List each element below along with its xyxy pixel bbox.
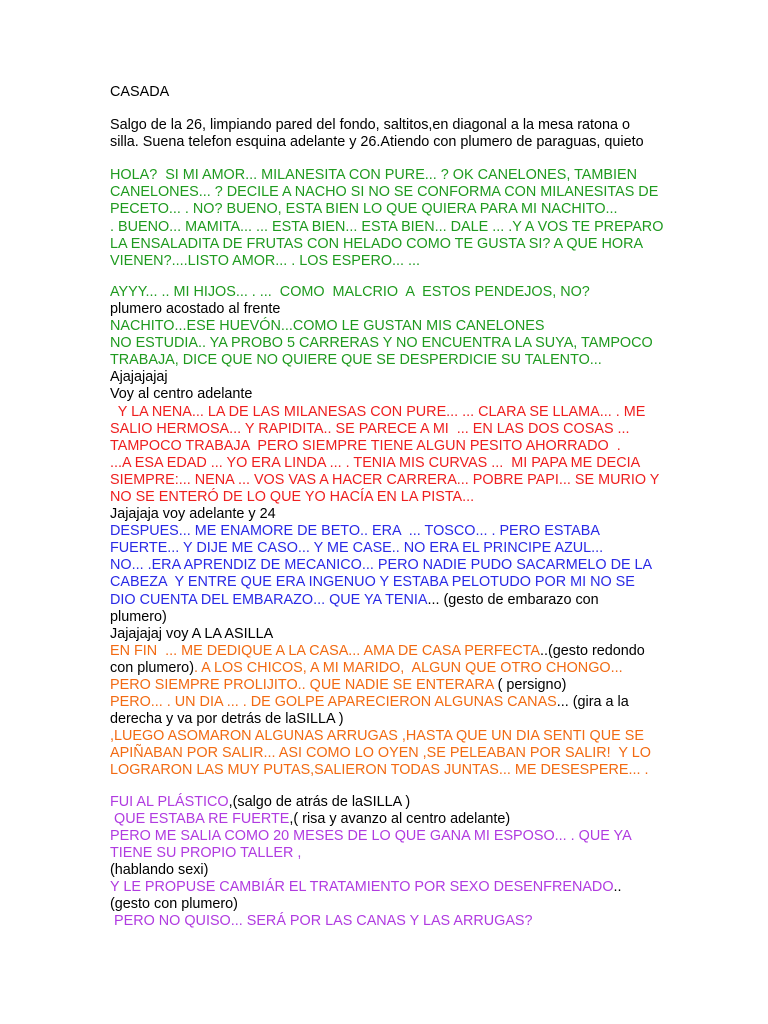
- dialogue-text: TIENE SU PROPIO TALLER ,: [110, 844, 302, 861]
- script-line: [110, 523, 708, 540]
- dialogue-text: . A LOS CHICOS, A MI MARIDO, ALGUN QUE OTRO CHONGO...: [193, 659, 623, 676]
- stage-direction: Ajajajajaj: [110, 369, 168, 386]
- dialogue-text: PERO ME SALIA COMO 20 MESES DE LO QUE GANA MI ESPOSO... . QUE YA: [110, 827, 632, 844]
- dialogue-text: CANELONES... ? DECILE A NACHO SI NO SE CONFORMA CON MILANESITAS DE: [110, 184, 659, 201]
- script-line: [110, 609, 708, 626]
- script-line: [110, 879, 708, 896]
- script-line: [110, 421, 708, 438]
- script-line: [110, 845, 708, 862]
- stage-direction: (gesto con plumero): [110, 896, 238, 913]
- stage-direction: ... (gesto de embarazo con: [427, 591, 599, 608]
- script-line: [110, 828, 708, 845]
- dialogue-text: FUERTE... Y DIJE ME CASO... Y ME CASE.. NO ERA EL PRINCIPE AZUL...: [110, 540, 604, 557]
- script-line: [110, 574, 708, 591]
- dialogue-text: HOLA? SI MI AMOR... MILANESITA CON PURE... ? OK CANELONES, TAMBIEN: [110, 167, 637, 184]
- script-line: [110, 404, 708, 421]
- stage-direction: ... (gira a la: [556, 694, 629, 711]
- dialogue-text: DESPUES... ME ENAMORE DE BETO.. ERA ... TOSCO... . PERO ESTABA: [110, 523, 600, 540]
- script-line: [110, 455, 708, 472]
- dialogue-text: Y LE PROPUSE CAMBIÁR EL TRATAMIENTO POR SEXO DESENFRENADO: [110, 879, 614, 896]
- script-line: [110, 352, 708, 369]
- dialogue-text: VIENEN?....LISTO AMOR... . LOS ESPERO... ...: [110, 252, 421, 269]
- script-line: [110, 386, 708, 403]
- dialogue-text: AYYY... .. MI HIJOS... . ... COMO MALCRIO A ESTOS PENDEJOS, NO?: [110, 283, 590, 300]
- stage-direction: ..(gesto redondo: [539, 642, 645, 659]
- script-line: [110, 219, 708, 236]
- stage-direction: ,(salgo de atrás de laSILLA ): [228, 793, 411, 810]
- script-line: [110, 236, 708, 253]
- dialogue-text: NO SE ENTERÓ DE LO QUE YO HACÍA EN LA PISTA...: [110, 488, 475, 505]
- script-line: [110, 711, 708, 728]
- script-body: [110, 117, 708, 930]
- script-line: [110, 253, 708, 270]
- script-line: [110, 540, 708, 557]
- script-line: [110, 184, 708, 201]
- dialogue-text: LA ENSALADITA DE FRUTAS CON HELADO COMO TE GUSTA SI? A QUE HORA: [110, 235, 644, 252]
- script-line: [110, 660, 708, 677]
- script-line: [110, 762, 708, 779]
- script-line: [110, 626, 708, 643]
- script-line: [110, 728, 708, 745]
- script-line: [110, 862, 708, 879]
- dialogue-text: PECETO... . NO? BUENO, ESTA BIEN LO QUE QUIERA PARA MI NACHITO...: [110, 201, 618, 218]
- dialogue-text: QUE ESTABA RE FUERTE: [110, 810, 290, 827]
- dialogue-text: SALIO HERMOSA... Y RAPIDITA.. SE PARECE A MI ... EN LAS DOS COSAS ...: [110, 420, 630, 437]
- dialogue-text: EN FIN ... ME DEDIQUE A LA CASA... AMA DE CASA PERFECTA: [110, 642, 540, 659]
- script-line: [110, 201, 708, 218]
- stage-direction: ..: [613, 879, 622, 896]
- stage-direction: (hablando sexi): [110, 861, 209, 878]
- script-line: [110, 643, 708, 660]
- dialogue-text: NO ESTUDIA.. YA PROBO 5 CARRERAS Y NO ENCUENTRA LA SUYA, TAMPOCO: [110, 335, 653, 352]
- stage-direction: plumero acostado al frente: [110, 300, 281, 317]
- stage-direction: con plumero): [110, 659, 194, 676]
- dialogue-text: ...A ESA EDAD ... YO ERA LINDA ... . TENIA MIS CURVAS ... MI PAPA ME DECIA: [110, 454, 641, 471]
- stage-direction: Voy al centro adelante: [110, 386, 253, 403]
- script-line: [110, 677, 708, 694]
- script-line: [110, 318, 708, 335]
- script-line: [110, 811, 708, 828]
- stage-direction: Salgo de la 26, limpiando pared del fondo, saltitos,en diagonal a la mesa ratona o: [110, 117, 631, 134]
- document-title: CASADA: [110, 84, 170, 100]
- dialogue-text: SIEMPRE:... NENA ... VOS VAS A HACER CARRERA... POBRE PAPI... SE MURIO Y: [110, 471, 660, 488]
- script-line: [110, 506, 708, 523]
- script-line: [110, 694, 708, 711]
- script-line: [110, 167, 708, 184]
- script-line: [110, 438, 708, 455]
- dialogue-text: ,LUEGO ASOMARON ALGUNAS ARRUGAS ,HASTA QUE UN DIA SENTI QUE SE: [110, 728, 644, 745]
- script-line: [110, 335, 708, 352]
- dialogue-text: PERO SIEMPRE PROLIJITO.. QUE NADIE SE ENTERARA: [110, 677, 494, 693]
- dialogue-text: LOGRARON LAS MUY PUTAS,SALIERON TODAS JUNTAS... ME DESESPERE... .: [110, 762, 649, 779]
- dialogue-text: APIÑABAN POR SALIR... ASI COMO LO OYEN ,SE PELEABAN POR SALIR! Y LO: [110, 745, 651, 762]
- stage-direction: Jajajaja voy adelante y 24: [110, 506, 276, 523]
- stage-direction: Jajajajaj voy A LA ASILLA: [110, 625, 274, 642]
- script-line: [110, 913, 708, 930]
- dialogue-text: PERO... . UN DIA ... . DE GOLPE APARECIERON ALGUNAS CANAS: [110, 694, 557, 711]
- stage-direction: plumero): [110, 608, 167, 625]
- script-line: [110, 301, 708, 318]
- dialogue-text: NACHITO...ESE HUEVÓN...COMO LE GUSTAN MIS CANELONES: [110, 318, 545, 335]
- script-line: [110, 794, 708, 811]
- dialogue-text: DIO CUENTA DEL EMBARAZO... QUE YA TENIA: [110, 591, 428, 608]
- stage-direction: derecha y va por detrás de laSILLA ): [110, 711, 344, 728]
- script-line: [110, 117, 708, 134]
- script-line: [110, 284, 708, 301]
- dialogue-text: TRABAJA, DICE QUE NO QUIERE QUE SE DESPERDICIE SU TALENTO...: [110, 352, 602, 369]
- dialogue-text: NO... .ERA APRENDIZ DE MECANICO... PERO NADIE PUDO SACARMELO DE LA: [110, 557, 653, 574]
- script-line: [110, 592, 708, 609]
- stage-direction: silla. Suena telefon esquina adelante y 26.Atiendo con plumero de paraguas, quieto: [110, 134, 644, 151]
- dialogue-text: TAMPOCO TRABAJA PERO SIEMPRE TIENE ALGUN PESITO AHORRADO .: [110, 437, 621, 454]
- stage-direction: ( persigno): [493, 677, 567, 693]
- script-line: [110, 557, 708, 574]
- script-line: [110, 745, 708, 762]
- script-line: [110, 472, 708, 489]
- dialogue-text: . BUENO... MAMITA... ... ESTA BIEN... ESTA BIEN... DALE ... .Y A VOS TE PREPARO: [110, 218, 664, 235]
- dialogue-text: PERO NO QUISO... SERÁ POR LAS CANAS Y LAS ARRUGAS?: [110, 913, 533, 930]
- script-line: [110, 134, 708, 151]
- script-line: [110, 896, 708, 913]
- dialogue-text: FUI AL PLÁSTICO: [110, 793, 229, 810]
- script-line: [110, 489, 708, 506]
- stage-direction: ,( risa y avanzo al centro adelante): [289, 810, 511, 827]
- script-line: [110, 369, 708, 386]
- dialogue-text: CABEZA Y ENTRE QUE ERA INGENUO Y ESTABA PELOTUDO POR MI NO SE: [110, 574, 635, 591]
- dialogue-text: Y LA NENA... LA DE LAS MILANESAS CON PURE... ... CLARA SE LLAMA... . ME: [110, 403, 646, 420]
